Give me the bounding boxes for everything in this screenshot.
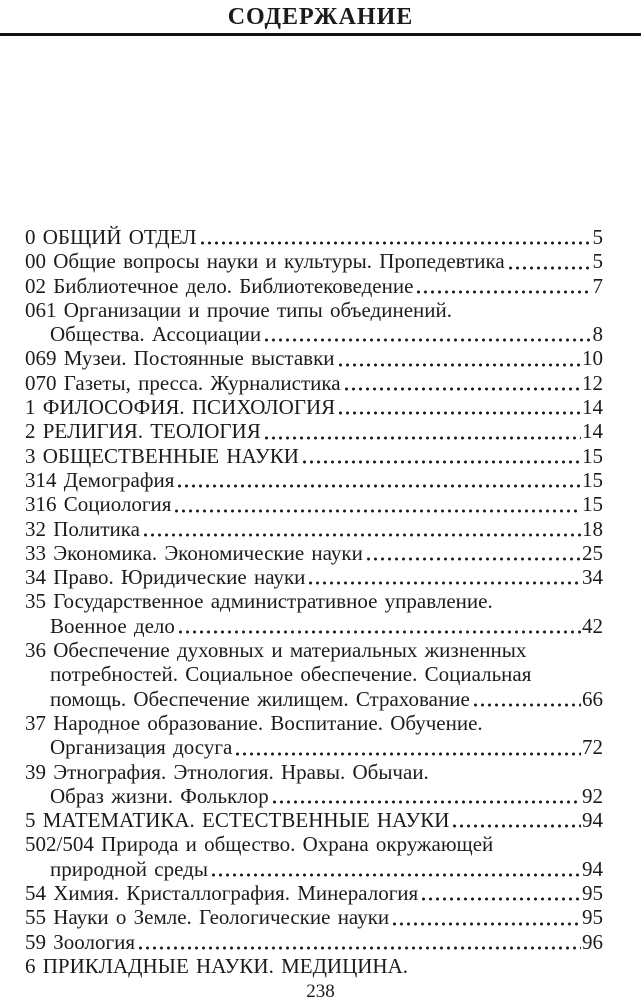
toc-line-text: 314 Демография (25, 467, 175, 492)
toc-page-number: 95 (582, 905, 603, 930)
toc-line-text: 2 РЕЛИГИЯ. ТЕОЛОГИЯ (25, 419, 261, 444)
toc-line-text: 0 ОБЩИЙ ОТДЕЛ (25, 225, 197, 249)
toc-entry (25, 808, 603, 832)
dots-leader (420, 881, 581, 905)
toc-entry (25, 395, 603, 419)
toc-page-number: 95 (582, 881, 603, 906)
toc-entry (25, 298, 603, 347)
toc-page-number: 94 (582, 856, 603, 881)
toc-line (25, 832, 603, 856)
toc-line (25, 419, 603, 443)
toc-page-number: 14 (582, 395, 603, 420)
toc-line-text: 55 Науки о Земле. Геологические науки (25, 905, 390, 930)
toc-page-number: 15 (582, 467, 603, 492)
toc-line (25, 541, 603, 565)
toc-line (25, 760, 603, 784)
toc-page-number: 14 (582, 419, 603, 444)
toc-line-text: Военное дело (50, 613, 175, 638)
toc-line (25, 249, 603, 273)
page-header (0, 0, 641, 36)
toc-page-number: 15 (582, 443, 603, 468)
toc-line (25, 614, 603, 638)
toc-line (25, 881, 603, 905)
dots-leader (173, 492, 581, 516)
toc-line (25, 662, 603, 686)
toc-line (25, 444, 603, 468)
dots-leader (391, 905, 581, 929)
toc-entry (25, 954, 603, 978)
toc-line-text: Организация досуга (50, 735, 233, 760)
dots-leader (307, 565, 581, 589)
dots-leader (507, 249, 592, 273)
dots-leader (343, 371, 581, 395)
toc-line-text: 36 Обеспечение духовных и материальных жизненных (25, 638, 527, 663)
dots-leader (234, 735, 581, 759)
dots-leader (451, 808, 581, 832)
footer-page-number: 238 (306, 981, 335, 1001)
toc-entry (25, 711, 603, 760)
page-title: СОДЕРЖАНИЕ (227, 4, 414, 30)
toc-line-text: 34 Право. Юридические науки (25, 565, 306, 590)
toc-page-number: 94 (582, 808, 603, 833)
toc-line (25, 346, 603, 370)
toc-entry (25, 905, 603, 929)
toc-page-number: 96 (582, 929, 603, 954)
toc-line (25, 492, 603, 516)
toc-line-text: 59 Зоология (25, 929, 135, 954)
dots-leader (176, 468, 581, 492)
toc-line (25, 711, 603, 735)
toc-line (25, 565, 603, 589)
toc-line-text: 32 Политика (25, 516, 140, 541)
dots-leader (415, 274, 591, 298)
dots-leader (177, 614, 581, 638)
dots-leader (137, 930, 581, 954)
toc-line (25, 735, 603, 759)
toc-line-text: 3 ОБЩЕСТВЕННЫЕ НАУКИ (25, 443, 299, 468)
toc-entry (25, 565, 603, 589)
toc-line (25, 954, 603, 978)
toc-line-text: 39 Этнография. Этнология. Нравы. Обычаи. (25, 759, 429, 784)
dots-leader (142, 517, 581, 541)
toc-line (25, 298, 603, 322)
toc-page-number: 12 (582, 370, 603, 395)
toc-line (25, 274, 603, 298)
toc-page-number: 15 (582, 492, 603, 517)
toc-line-text: 1 ФИЛОСОФИЯ. ПСИХОЛОГИЯ (25, 395, 336, 420)
toc-line (25, 371, 603, 395)
toc-entry (25, 638, 603, 711)
toc-page-number: 8 (592, 322, 603, 347)
toc-line (25, 857, 603, 881)
toc-entry (25, 760, 603, 809)
toc-page-number: 25 (582, 540, 603, 565)
toc-line (25, 517, 603, 541)
dots-leader (271, 784, 581, 808)
toc-line (25, 905, 603, 929)
toc-line-text: 35 Государственное административное управление. (25, 589, 493, 614)
dots-leader (337, 346, 581, 370)
toc-line-text: 5 МАТЕМАТИКА. ЕСТЕСТВЕННЫЕ НАУКИ (25, 808, 450, 833)
toc-entry (25, 225, 603, 249)
toc-line (25, 322, 603, 346)
toc-page-number: 92 (582, 783, 603, 808)
toc-line-text: 6 ПРИКЛАДНЫЕ НАУКИ. МЕДИЦИНА. (25, 953, 408, 978)
toc-line (25, 687, 603, 711)
toc-line-text: 54 Химия. Кристаллография. Минералогия (25, 881, 419, 906)
toc-line-text: 33 Экономика. Экономические науки (25, 540, 363, 565)
toc-line (25, 225, 603, 249)
toc-list (0, 225, 641, 978)
toc-line (25, 395, 603, 419)
toc-line (25, 784, 603, 808)
toc-entry (25, 468, 603, 492)
toc-line (25, 930, 603, 954)
toc-entry (25, 492, 603, 516)
toc-line-text: 37 Народное образование. Воспитание. Обучение. (25, 710, 483, 735)
toc-entry (25, 881, 603, 905)
toc-line-text: 069 Музеи. Постоянные выставки (25, 346, 335, 371)
toc-entry (25, 517, 603, 541)
toc-line (25, 468, 603, 492)
toc-line (25, 638, 603, 662)
toc-line-text: природной среды (50, 856, 208, 881)
toc-page-number: 34 (582, 565, 603, 590)
dots-leader (365, 541, 581, 565)
toc-line-text: 02 Библиотечное дело. Библиотековедение (25, 273, 414, 298)
toc-entry (25, 371, 603, 395)
toc-entry (25, 930, 603, 954)
dots-leader (337, 395, 581, 419)
toc-line-text: 316 Социология (25, 492, 172, 517)
title-rule (0, 33, 641, 36)
toc-page-number: 42 (582, 613, 603, 638)
toc-page-number: 10 (582, 346, 603, 371)
toc-page-number: 7 (592, 273, 603, 298)
toc-line (25, 808, 603, 832)
page-footer (0, 981, 641, 1001)
toc-line-text: помощь. Обеспечение жилищем. Страхование (50, 686, 470, 711)
toc-line (25, 589, 603, 613)
toc-entry (25, 346, 603, 370)
toc-page-number: 5 (592, 225, 603, 249)
toc-entry (25, 589, 603, 638)
dots-leader (263, 419, 581, 443)
toc-page-number: 72 (582, 735, 603, 760)
toc-entry (25, 274, 603, 298)
dots-leader (210, 857, 581, 881)
toc-page-number: 66 (582, 686, 603, 711)
toc-entry (25, 541, 603, 565)
dots-leader (472, 687, 581, 711)
toc-line-text: 502/504 Природа и общество. Охрана окружающей (25, 832, 494, 857)
toc-entry (25, 444, 603, 468)
toc-page-number: 5 (592, 249, 603, 274)
toc-line-text: потребностей. Социальное обеспечение. Социальная (50, 662, 532, 687)
toc-line-text: 00 Общие вопросы науки и культуры. Пропедевтика (25, 249, 505, 274)
toc-line-text: Образ жизни. Фольклор (50, 783, 269, 808)
dots-leader (301, 444, 581, 468)
toc-entry (25, 419, 603, 443)
toc-entry (25, 832, 603, 881)
dots-leader (263, 322, 591, 346)
toc-line-text: 070 Газеты, пресса. Журналистика (25, 370, 341, 395)
toc-entry (25, 249, 603, 273)
dots-leader (199, 225, 592, 249)
toc-page-number: 18 (582, 516, 603, 541)
toc-line-text: 061 Организации и прочие типы объединений. (25, 297, 452, 322)
toc-line-text: Общества. Ассоциации (50, 322, 262, 347)
